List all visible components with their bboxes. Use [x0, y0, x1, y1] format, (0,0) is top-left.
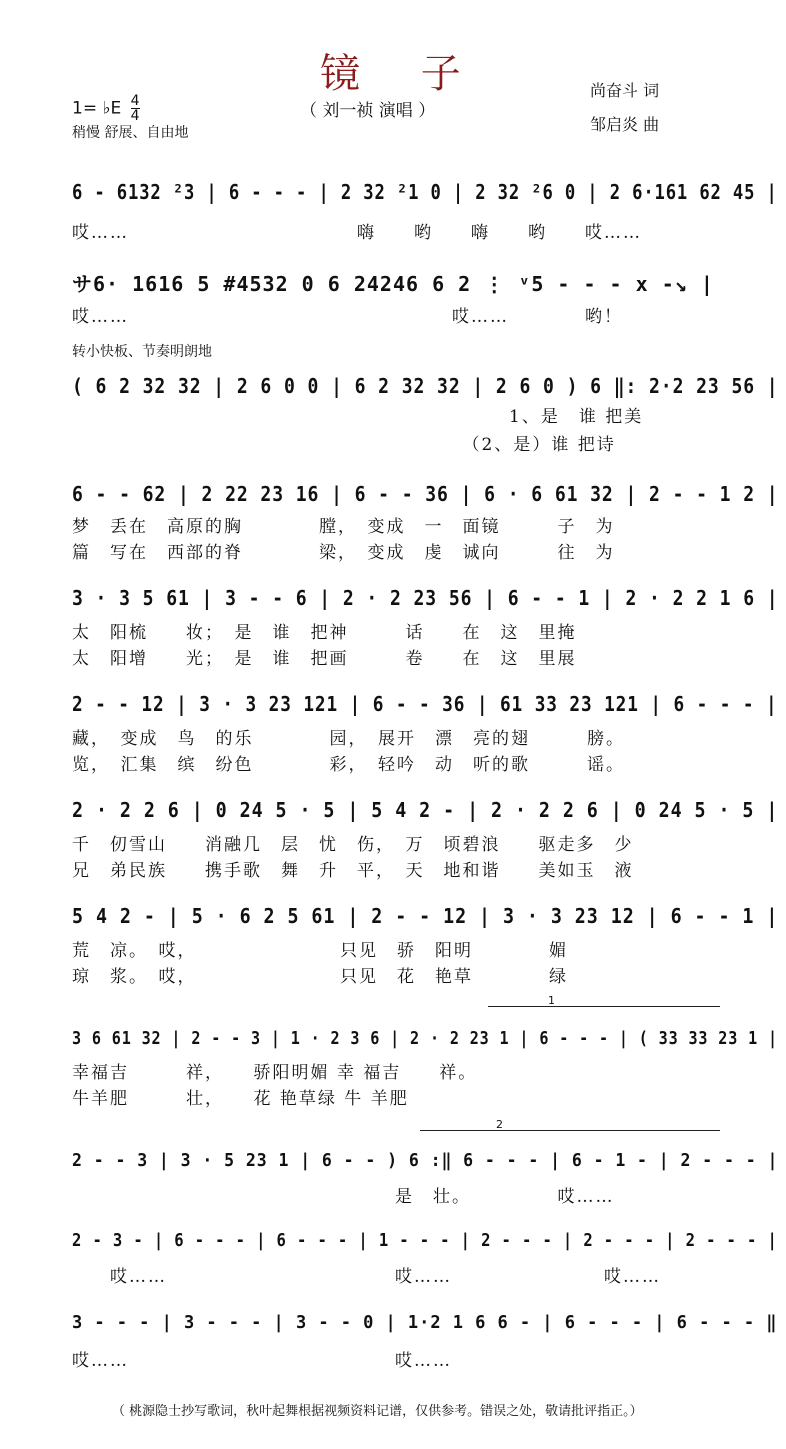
notation-line-5: 3 · 3 5 61 | 3 - - 6 | 2 · 2 23 56 | 6 - - 1 | 2 · 2 2 1 6 |	[72, 586, 779, 610]
volta-2-label: 2	[496, 1118, 503, 1131]
lyric-line-7: 太 阳梳 妆； 是 谁 把神 话 在 这 里掩	[72, 623, 577, 643]
notation-line-11: 2 - 3 - | 6 - - - | 6 - - - | 1 - - - | 2 - - - | 2 - - - | 2 - - - |	[72, 1230, 778, 1251]
volta-1-line	[488, 1006, 720, 1007]
key-signature	[72, 94, 140, 123]
notation-line-7: 2 · 2 2 6 | 0 24 5 · 5 | 5 4 2 - | 2 · 2 2 6 | 0 24 5 · 5 |	[72, 798, 779, 822]
lyric-line-12: 兄 弟民族 携手歌 舞 升 平， 天 地和谐 美如玉 液	[72, 861, 634, 881]
lyric-line-3: 1、是 谁 把美	[72, 407, 644, 427]
key-label: 1= ♭E	[72, 98, 122, 119]
lyric-line-1: 哎…… 嗨 哟 嗨 哟 哎……	[72, 223, 642, 243]
lyric-line-15: 幸福吉 祥， 骄阳明媚 幸 福吉 祥。	[72, 1063, 478, 1083]
lyric-line-16: 牛羊肥 壮， 花 艳草绿 牛 羊肥	[72, 1089, 409, 1109]
notation-line-3: ( 6 2 32 32 | 2 6 0 0 | 6 2 32 32 | 2 6 0 ) 6 ‖: 2·2 23 56 |	[72, 374, 779, 398]
lyric-line-6: 篇 写在 西部的脊 梁， 变成 虔 诚向 往 为	[72, 543, 615, 563]
lyric-line-5: 梦 丢在 高原的胸 膛， 变成 一 面镜 子 为	[72, 517, 615, 537]
notation-line-10: 2 - - 3 | 3 · 5 23 1 | 6 - - ) 6 :‖ 6 - - - | 6 - 1 - | 2 - - - |	[72, 1150, 779, 1171]
time-signature	[131, 94, 140, 123]
lyric-line-11: 千 仞雪山 消融几 层 忧 伤， 万 顷碧浪 驱走多 少	[72, 835, 634, 855]
tempo-marking: 稍慢 舒展、自由地	[72, 125, 189, 141]
lyric-line-2: 哎…… 哎…… 哟！	[72, 307, 623, 327]
lyric-line-8: 太 阳增 光； 是 谁 把画 卷 在 这 里展	[72, 649, 577, 669]
lyricist-credit: 尚奋斗 词	[590, 81, 660, 100]
notation-line-9: 3 6 61 32 | 2 - - 3 | 1 · 2 3 6 | 2 · 2 23 1 | 6 - - - | ( 33 33 23 1 |	[72, 1028, 778, 1049]
lyric-line-9: 藏， 变成 鸟 的乐 园， 展开 漂 亮的翅 膀。	[72, 729, 625, 749]
singer-credit: （ 刘一祯 演唱 ）	[300, 101, 436, 121]
lyric-line-13: 荒 凉。 哎， 只见 骄 阳明 媚	[72, 941, 568, 961]
song-title: 镜 子	[320, 51, 485, 97]
notation-line-2: サ6· 1616 5 #4532 0 6 24246 6 2 ⋮ ᵛ5 - - - x -↘ |	[72, 272, 714, 296]
tempo-change-marking: 转小快板、节奏明朗地	[72, 344, 212, 360]
notation-line-1: 6 - 6132 ²3 | 6 - - - | 2 32 ²1 0 | 2 32 ²6 0 | 2 6·161 62 45 |	[72, 180, 778, 204]
notation-line-6: 2 - - 12 | 3 · 3 23 121 | 6 - - 36 | 61 33 23 121 | 6 - - - |	[72, 692, 778, 716]
footer-note: （ 桃源隐士抄写歌词，秋叶起舞根据视频资料记谱，仅供参考。错误之处，敬请批评指正。）	[112, 1404, 643, 1419]
notation-line-8: 5 4 2 - | 5 · 6 2 5 61 | 2 - - 12 | 3 · 3 23 12 | 6 - - 1 |	[72, 904, 779, 928]
notation-line-4: 6 - - 62 | 2 22 23 16 | 6 - - 36 | 6 · 6 61 32 | 2 - - 1 2 |	[72, 482, 779, 506]
lyric-line-17: 是 壮。 哎……	[72, 1187, 615, 1207]
composer-credit: 邹启炎 曲	[590, 115, 660, 134]
notation-line-12: 3 - - - | 3 - - - | 3 - - 0 | 1·2 1 6 6 - | 6 - - - | 6 - - - ‖	[72, 1312, 778, 1333]
lyric-line-10: 览， 汇集 缤 纷色 彩， 轻吟 动 听的歌 谣。	[72, 755, 625, 775]
time-top: 4	[130, 93, 140, 109]
volta-2-line	[420, 1130, 720, 1131]
lyric-line-19: 哎…… 哎……	[72, 1351, 452, 1371]
lyric-line-14: 琼 浆。 哎， 只见 花 艳草 绿	[72, 967, 568, 987]
lyric-line-4: （2、是）谁 把诗	[72, 435, 616, 455]
volta-1-label: 1	[548, 994, 555, 1007]
lyric-line-18: 哎…… 哎…… 哎……	[72, 1267, 661, 1287]
time-bottom: 4	[130, 108, 140, 124]
